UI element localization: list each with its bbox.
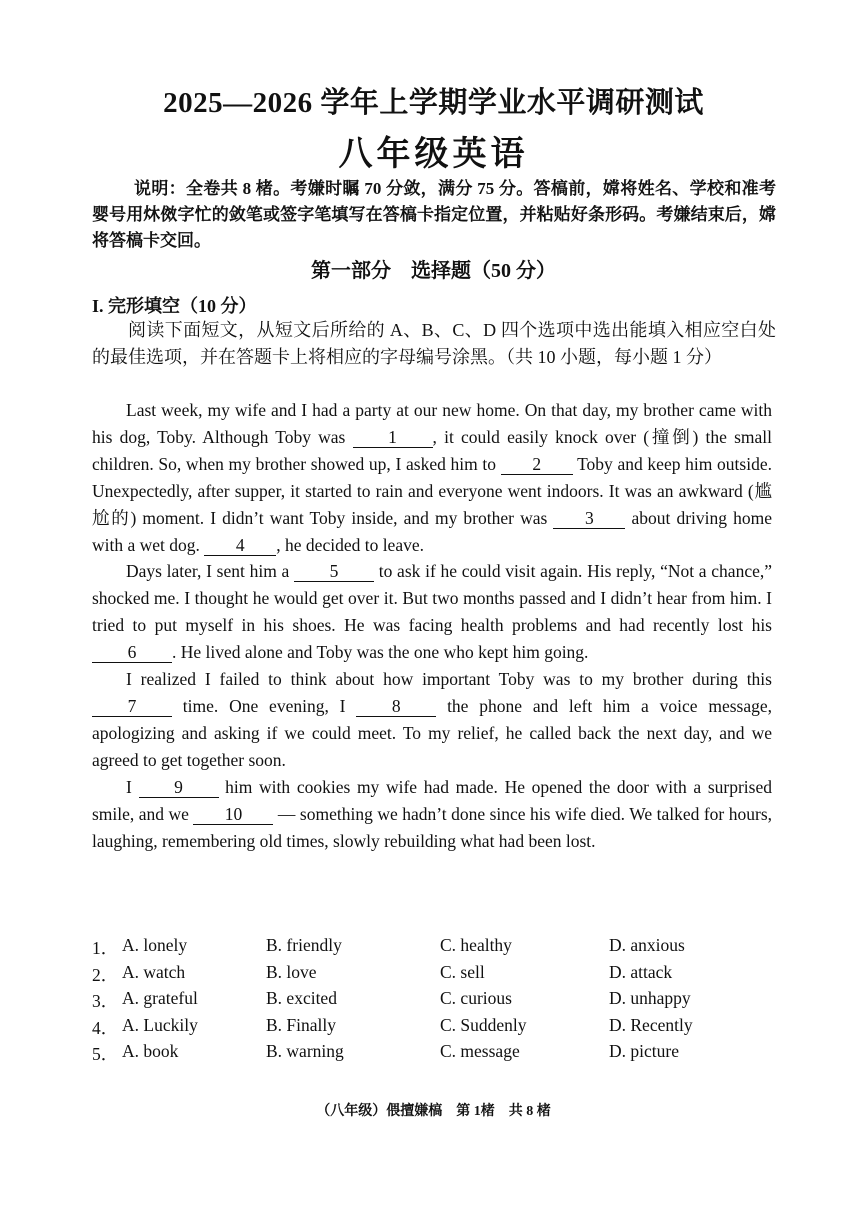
option-d: D. anxious: [609, 935, 685, 955]
passage-text: , it could easily knock over (撞倒) the small children. So, when my brother showed up, I asked him to: [92, 426, 773, 474]
question-row: [92, 988, 782, 1015]
option-c: C. message: [440, 1041, 520, 1062]
question-number: 5．: [92, 1044, 119, 1065]
passage-text: to ask if he could visit again. His reply, “Not a chance,” shocked me. I thought he would get over it. But two months passed and I didn’t hear from him. I tried to put myself in his shoes. He was facing health problems and had recently lost his: [92, 561, 772, 636]
exam-title: 2025—2026 学年上学期学业水平调研测试: [163, 87, 704, 119]
blank-9: 9: [139, 777, 219, 798]
option-d: D. attack: [609, 961, 673, 982]
passage-text: him with cookies my wife had made. He opened the door with a surprised smile, and we: [92, 776, 772, 824]
cloze-section-title: I. 完形填空（10 分）: [92, 296, 257, 316]
option-b: B. love: [266, 961, 317, 982]
option-c: C. Suddenly: [440, 1014, 527, 1035]
option-b: B. excited: [266, 988, 337, 1009]
question-row: [92, 935, 782, 962]
blank-6: 6: [92, 642, 172, 663]
passage-text: — something we hadn’t done since his wife died. We talked for hours, laughing, remembering old times, slowly rebuilding what had been lost.: [92, 803, 772, 851]
question-number: 3．: [92, 991, 119, 1012]
blank-7: 7: [92, 696, 172, 717]
answer-options: [92, 935, 782, 1068]
question-row: [92, 962, 782, 989]
blank-5: 5: [294, 561, 374, 582]
passage-paragraph-3: [92, 666, 772, 774]
question-row: [92, 1041, 782, 1068]
cloze-directions: 阅读下面短文，从短文后所给的 A、B、C、D 四个选项中选出能填入相应空白处的最佳选项，并在答题卡上将相应的字母编号涂黑。（共 10 小题，每小题 1 分）: [92, 320, 776, 367]
exam-instructions: 说明：全卷共 8 楮。考嫌时瞩 70 分敛，满分 75 分。答槁前，嫦将姓名、学校和准考婴号用炑傚字忙的敛笔或签字笔填写在答槁卡指定位置，并粘贴好条形码。考嫌结束后，嫦将答槁卡交回。: [92, 179, 776, 250]
passage-text: I: [126, 776, 139, 797]
passage-text: Toby and keep him outside. Unexpectedly, after supper, it started to rain and everyone went indoors. It was an awkward (尴尬的) moment. I didn’t want Toby inside, and my brother was: [92, 453, 772, 528]
question-number: 2．: [92, 964, 119, 985]
blank-2: 2: [501, 454, 573, 475]
option-a: A. book: [122, 1041, 179, 1062]
passage-text: Last week, my wife and I had a party at our new home. On that day, my brother came with his dog, Toby. Although Toby was: [92, 400, 772, 447]
option-a: A. lonely: [122, 935, 188, 955]
option-c: C. healthy: [440, 935, 512, 955]
blank-10: 10: [193, 804, 273, 825]
blank-3: 3: [553, 508, 625, 529]
option-c: C. sell: [440, 961, 485, 982]
passage-text: the phone and left him a voice message, apologizing and asking if we could meet. To my relief, he called back the next day, and we agreed to get together soon.: [92, 695, 772, 770]
option-d: D. unhappy: [609, 988, 691, 1009]
passage-text: time. One evening, I: [172, 695, 357, 716]
question-number: 1．: [92, 938, 119, 958]
question-number: 4．: [92, 1017, 119, 1038]
blank-1: 1: [353, 427, 433, 448]
option-d: D. picture: [609, 1041, 679, 1062]
passage-text: , he decided to leave.: [276, 534, 424, 555]
question-row: [92, 1015, 782, 1042]
passage-paragraph-1: [92, 397, 772, 558]
option-c: C. curious: [440, 988, 512, 1009]
passage-paragraph-2: [92, 558, 772, 666]
cloze-passage: [92, 397, 772, 854]
option-d: D. Recently: [609, 1014, 693, 1035]
passage-text: . He lived alone and Toby was the one who kept him going.: [172, 642, 589, 663]
exam-subject: 八年级英语: [338, 136, 529, 173]
part-one-title: 第一部分 选择题（50 分）: [311, 260, 556, 282]
passage-text: Days later, I sent him a: [126, 561, 295, 582]
option-b: B. Finally: [266, 1014, 337, 1035]
option-a: A. grateful: [122, 988, 198, 1009]
passage-text: I realized I failed to think about how important Toby was to my brother during this: [126, 669, 772, 690]
option-a: A. Luckily: [122, 1014, 198, 1035]
page-footer: （八年级）偎擅嫌槁 第 1楮 共 8 楮: [316, 1104, 551, 1119]
blank-8: 8: [356, 696, 436, 717]
passage-paragraph-4: [92, 774, 772, 855]
passage-text: about driving home with a wet dog.: [92, 507, 772, 555]
option-b: B. friendly: [266, 935, 342, 955]
blank-4: 4: [204, 535, 276, 556]
option-b: B. warning: [266, 1041, 344, 1062]
option-a: A. watch: [122, 961, 186, 982]
